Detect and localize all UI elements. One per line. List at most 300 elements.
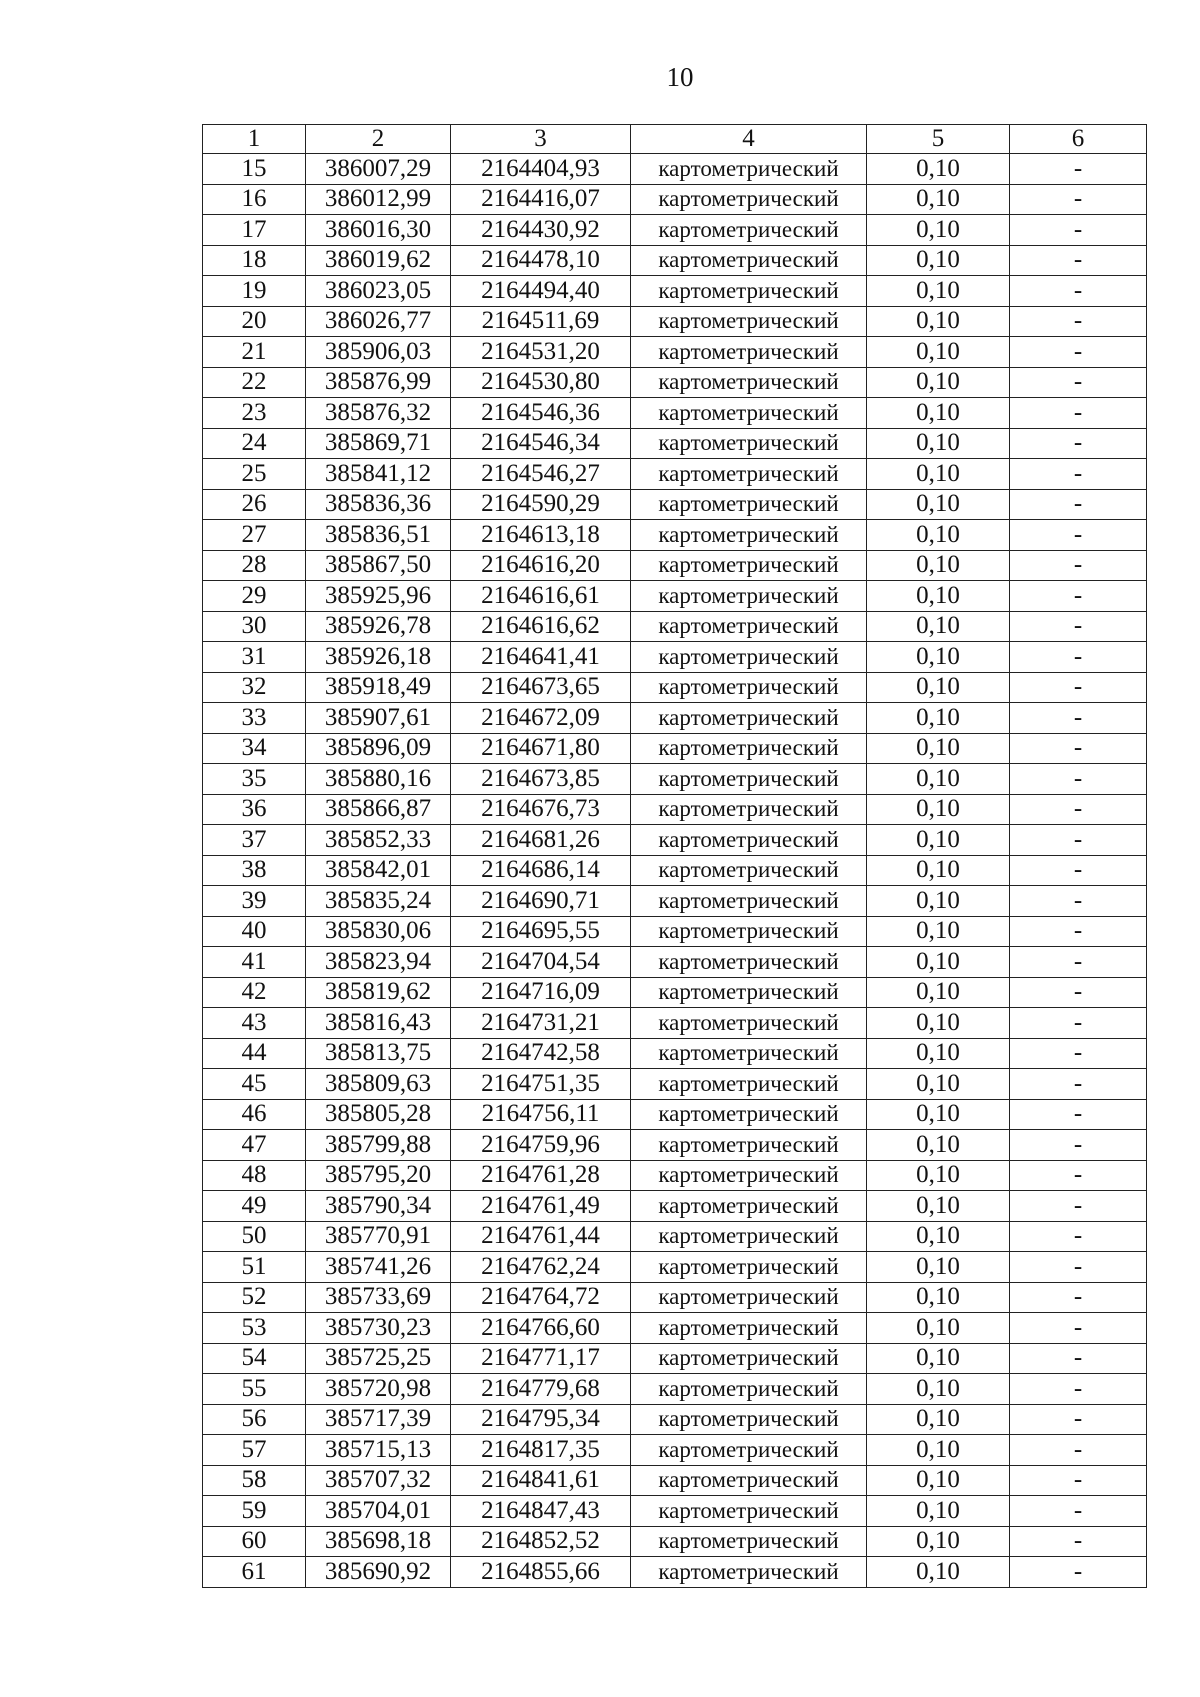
point-number-cell: 26	[203, 489, 306, 520]
method-cell: картометрический	[631, 550, 867, 581]
x-coordinate-cell: 385835,24	[306, 886, 451, 917]
method-cell: картометрический	[631, 977, 867, 1008]
description-cell: -	[1010, 550, 1147, 581]
point-number-cell: 15	[203, 154, 306, 185]
description-cell: -	[1010, 184, 1147, 215]
method-cell: картометрический	[631, 154, 867, 185]
y-coordinate-cell: 2164672,09	[451, 703, 631, 734]
description-cell: -	[1010, 337, 1147, 368]
y-coordinate-cell: 2164430,92	[451, 215, 631, 246]
point-number-cell: 61	[203, 1557, 306, 1588]
description-cell: -	[1010, 1221, 1147, 1252]
table-row	[203, 398, 1147, 429]
table-row	[203, 1557, 1147, 1588]
point-number-cell: 58	[203, 1465, 306, 1496]
table-row	[203, 1160, 1147, 1191]
method-cell: картометрический	[631, 215, 867, 246]
accuracy-cell: 0,10	[867, 1343, 1010, 1374]
x-coordinate-cell: 385842,01	[306, 855, 451, 886]
point-number-cell: 43	[203, 1008, 306, 1039]
point-number-cell: 45	[203, 1069, 306, 1100]
description-cell: -	[1010, 1069, 1147, 1100]
description-cell: -	[1010, 611, 1147, 642]
point-number-cell: 50	[203, 1221, 306, 1252]
point-number-cell: 17	[203, 215, 306, 246]
x-coordinate-cell: 385805,28	[306, 1099, 451, 1130]
y-coordinate-cell: 2164761,28	[451, 1160, 631, 1191]
y-coordinate-cell: 2164795,34	[451, 1404, 631, 1435]
accuracy-cell: 0,10	[867, 1435, 1010, 1466]
method-cell: картометрический	[631, 1069, 867, 1100]
y-coordinate-cell: 2164731,21	[451, 1008, 631, 1039]
y-coordinate-cell: 2164673,85	[451, 764, 631, 795]
x-coordinate-cell: 385926,18	[306, 642, 451, 673]
description-cell: -	[1010, 276, 1147, 307]
x-coordinate-cell: 385866,87	[306, 794, 451, 825]
y-coordinate-cell: 2164671,80	[451, 733, 631, 764]
description-cell: -	[1010, 428, 1147, 459]
y-coordinate-cell: 2164404,93	[451, 154, 631, 185]
x-coordinate-cell: 385770,91	[306, 1221, 451, 1252]
header-cell-3: 3	[451, 125, 631, 154]
description-cell: -	[1010, 886, 1147, 917]
header-cell-1: 1	[203, 125, 306, 154]
point-number-cell: 33	[203, 703, 306, 734]
y-coordinate-cell: 2164686,14	[451, 855, 631, 886]
point-number-cell: 39	[203, 886, 306, 917]
table-row	[203, 1038, 1147, 1069]
point-number-cell: 21	[203, 337, 306, 368]
description-cell: -	[1010, 154, 1147, 185]
accuracy-cell: 0,10	[867, 1221, 1010, 1252]
point-number-cell: 54	[203, 1343, 306, 1374]
table-row	[203, 337, 1147, 368]
y-coordinate-cell: 2164546,34	[451, 428, 631, 459]
description-cell: -	[1010, 794, 1147, 825]
method-cell: картометрический	[631, 1343, 867, 1374]
header-cell-4: 4	[631, 125, 867, 154]
header-cell-5: 5	[867, 125, 1010, 154]
y-coordinate-cell: 2164695,55	[451, 916, 631, 947]
description-cell: -	[1010, 855, 1147, 886]
accuracy-cell: 0,10	[867, 794, 1010, 825]
method-cell: картометрический	[631, 672, 867, 703]
x-coordinate-cell: 385813,75	[306, 1038, 451, 1069]
y-coordinate-cell: 2164681,26	[451, 825, 631, 856]
accuracy-cell: 0,10	[867, 154, 1010, 185]
table-row	[203, 794, 1147, 825]
point-number-cell: 42	[203, 977, 306, 1008]
description-cell: -	[1010, 733, 1147, 764]
y-coordinate-cell: 2164530,80	[451, 367, 631, 398]
y-coordinate-cell: 2164764,72	[451, 1282, 631, 1313]
method-cell: картометрический	[631, 733, 867, 764]
point-number-cell: 51	[203, 1252, 306, 1283]
table-row	[203, 1465, 1147, 1496]
table-row	[203, 1435, 1147, 1466]
point-number-cell: 53	[203, 1313, 306, 1344]
method-cell: картометрический	[631, 1130, 867, 1161]
point-number-cell: 22	[203, 367, 306, 398]
accuracy-cell: 0,10	[867, 1252, 1010, 1283]
point-number-cell: 28	[203, 550, 306, 581]
table-row	[203, 581, 1147, 612]
y-coordinate-cell: 2164690,71	[451, 886, 631, 917]
table-row	[203, 611, 1147, 642]
accuracy-cell: 0,10	[867, 581, 1010, 612]
x-coordinate-cell: 386012,99	[306, 184, 451, 215]
x-coordinate-cell: 385707,32	[306, 1465, 451, 1496]
accuracy-cell: 0,10	[867, 977, 1010, 1008]
y-coordinate-cell: 2164616,61	[451, 581, 631, 612]
point-number-cell: 23	[203, 398, 306, 429]
method-cell: картометрический	[631, 1374, 867, 1405]
table-row	[203, 154, 1147, 185]
description-cell: -	[1010, 703, 1147, 734]
table-row	[203, 245, 1147, 276]
table-row	[203, 1374, 1147, 1405]
accuracy-cell: 0,10	[867, 672, 1010, 703]
x-coordinate-cell: 385690,92	[306, 1557, 451, 1588]
x-coordinate-cell: 386023,05	[306, 276, 451, 307]
description-cell: -	[1010, 1099, 1147, 1130]
method-cell: картометрический	[631, 886, 867, 917]
point-number-cell: 55	[203, 1374, 306, 1405]
table-row	[203, 520, 1147, 551]
accuracy-cell: 0,10	[867, 520, 1010, 551]
accuracy-cell: 0,10	[867, 276, 1010, 307]
accuracy-cell: 0,10	[867, 764, 1010, 795]
accuracy-cell: 0,10	[867, 550, 1010, 581]
x-coordinate-cell: 385823,94	[306, 947, 451, 978]
accuracy-cell: 0,10	[867, 855, 1010, 886]
method-cell: картометрический	[631, 1252, 867, 1283]
point-number-cell: 24	[203, 428, 306, 459]
point-number-cell: 48	[203, 1160, 306, 1191]
point-number-cell: 34	[203, 733, 306, 764]
x-coordinate-cell: 385918,49	[306, 672, 451, 703]
description-cell: -	[1010, 1526, 1147, 1557]
y-coordinate-cell: 2164771,17	[451, 1343, 631, 1374]
accuracy-cell: 0,10	[867, 1465, 1010, 1496]
description-cell: -	[1010, 459, 1147, 490]
table-row	[203, 1526, 1147, 1557]
y-coordinate-cell: 2164742,58	[451, 1038, 631, 1069]
table-row	[203, 1313, 1147, 1344]
point-number-cell: 52	[203, 1282, 306, 1313]
method-cell: картометрический	[631, 611, 867, 642]
x-coordinate-cell: 385876,32	[306, 398, 451, 429]
description-cell: -	[1010, 367, 1147, 398]
method-cell: картометрический	[631, 703, 867, 734]
x-coordinate-cell: 385698,18	[306, 1526, 451, 1557]
accuracy-cell: 0,10	[867, 642, 1010, 673]
x-coordinate-cell: 385926,78	[306, 611, 451, 642]
accuracy-cell: 0,10	[867, 703, 1010, 734]
point-number-cell: 59	[203, 1496, 306, 1527]
x-coordinate-cell: 385704,01	[306, 1496, 451, 1527]
accuracy-cell: 0,10	[867, 1069, 1010, 1100]
point-number-cell: 20	[203, 306, 306, 337]
description-cell: -	[1010, 1343, 1147, 1374]
accuracy-cell: 0,10	[867, 367, 1010, 398]
accuracy-cell: 0,10	[867, 1130, 1010, 1161]
table-body	[203, 154, 1147, 1588]
table-row	[203, 489, 1147, 520]
y-coordinate-cell: 2164751,35	[451, 1069, 631, 1100]
table-row	[203, 886, 1147, 917]
description-cell: -	[1010, 764, 1147, 795]
x-coordinate-cell: 385725,25	[306, 1343, 451, 1374]
table-row	[203, 276, 1147, 307]
x-coordinate-cell: 385790,34	[306, 1191, 451, 1222]
point-number-cell: 57	[203, 1435, 306, 1466]
table-row	[203, 306, 1147, 337]
table-row	[203, 916, 1147, 947]
method-cell: картометрический	[631, 459, 867, 490]
table-row	[203, 733, 1147, 764]
method-cell: картометрический	[631, 1526, 867, 1557]
x-coordinate-cell: 385809,63	[306, 1069, 451, 1100]
description-cell: -	[1010, 1191, 1147, 1222]
accuracy-cell: 0,10	[867, 428, 1010, 459]
method-cell: картометрический	[631, 581, 867, 612]
description-cell: -	[1010, 825, 1147, 856]
point-number-cell: 36	[203, 794, 306, 825]
method-cell: картометрический	[631, 1038, 867, 1069]
point-number-cell: 32	[203, 672, 306, 703]
method-cell: картометрический	[631, 1404, 867, 1435]
accuracy-cell: 0,10	[867, 398, 1010, 429]
point-number-cell: 46	[203, 1099, 306, 1130]
description-cell: -	[1010, 489, 1147, 520]
y-coordinate-cell: 2164511,69	[451, 306, 631, 337]
point-number-cell: 60	[203, 1526, 306, 1557]
y-coordinate-cell: 2164759,96	[451, 1130, 631, 1161]
description-cell: -	[1010, 398, 1147, 429]
accuracy-cell: 0,10	[867, 1008, 1010, 1039]
point-number-cell: 18	[203, 245, 306, 276]
x-coordinate-cell: 385876,99	[306, 367, 451, 398]
y-coordinate-cell: 2164641,41	[451, 642, 631, 673]
table-row	[203, 947, 1147, 978]
table-row	[203, 1252, 1147, 1283]
description-cell: -	[1010, 306, 1147, 337]
y-coordinate-cell: 2164676,73	[451, 794, 631, 825]
accuracy-cell: 0,10	[867, 1404, 1010, 1435]
x-coordinate-cell: 385852,33	[306, 825, 451, 856]
y-coordinate-cell: 2164766,60	[451, 1313, 631, 1344]
method-cell: картометрический	[631, 825, 867, 856]
x-coordinate-cell: 385819,62	[306, 977, 451, 1008]
table-row	[203, 550, 1147, 581]
description-cell: -	[1010, 215, 1147, 246]
method-cell: картометрический	[631, 916, 867, 947]
page-number: 10	[666, 62, 694, 92]
y-coordinate-cell: 2164494,40	[451, 276, 631, 307]
x-coordinate-cell: 386019,62	[306, 245, 451, 276]
header-cell-2: 2	[306, 125, 451, 154]
point-number-cell: 27	[203, 520, 306, 551]
method-cell: картометрический	[631, 1099, 867, 1130]
header-cell-6: 6	[1010, 125, 1147, 154]
accuracy-cell: 0,10	[867, 489, 1010, 520]
x-coordinate-cell: 385717,39	[306, 1404, 451, 1435]
x-coordinate-cell: 385925,96	[306, 581, 451, 612]
point-number-cell: 40	[203, 916, 306, 947]
method-cell: картометрический	[631, 947, 867, 978]
point-number-cell: 30	[203, 611, 306, 642]
y-coordinate-cell: 2164762,24	[451, 1252, 631, 1283]
point-number-cell: 38	[203, 855, 306, 886]
description-cell: -	[1010, 1404, 1147, 1435]
method-cell: картометрический	[631, 764, 867, 795]
method-cell: картометрический	[631, 337, 867, 368]
accuracy-cell: 0,10	[867, 1099, 1010, 1130]
description-cell: -	[1010, 947, 1147, 978]
x-coordinate-cell: 385799,88	[306, 1130, 451, 1161]
x-coordinate-cell: 386026,77	[306, 306, 451, 337]
method-cell: картометрический	[631, 642, 867, 673]
x-coordinate-cell: 385841,12	[306, 459, 451, 490]
y-coordinate-cell: 2164590,29	[451, 489, 631, 520]
table-row	[203, 428, 1147, 459]
description-cell: -	[1010, 1465, 1147, 1496]
method-cell: картометрический	[631, 398, 867, 429]
method-cell: картометрический	[631, 1282, 867, 1313]
x-coordinate-cell: 385816,43	[306, 1008, 451, 1039]
description-cell: -	[1010, 672, 1147, 703]
accuracy-cell: 0,10	[867, 1160, 1010, 1191]
table-row	[203, 825, 1147, 856]
table-row	[203, 459, 1147, 490]
table-row	[203, 1099, 1147, 1130]
y-coordinate-cell: 2164613,18	[451, 520, 631, 551]
accuracy-cell: 0,10	[867, 611, 1010, 642]
point-number-cell: 35	[203, 764, 306, 795]
accuracy-cell: 0,10	[867, 215, 1010, 246]
table-header	[203, 125, 1147, 154]
method-cell: картометрический	[631, 367, 867, 398]
y-coordinate-cell: 2164779,68	[451, 1374, 631, 1405]
y-coordinate-cell: 2164546,27	[451, 459, 631, 490]
description-cell: -	[1010, 1313, 1147, 1344]
table-row	[203, 1404, 1147, 1435]
y-coordinate-cell: 2164546,36	[451, 398, 631, 429]
table-row	[203, 1069, 1147, 1100]
x-coordinate-cell: 385830,06	[306, 916, 451, 947]
y-coordinate-cell: 2164841,61	[451, 1465, 631, 1496]
table-row	[203, 703, 1147, 734]
accuracy-cell: 0,10	[867, 1496, 1010, 1527]
table-row	[203, 1343, 1147, 1374]
x-coordinate-cell: 385836,36	[306, 489, 451, 520]
y-coordinate-cell: 2164616,62	[451, 611, 631, 642]
table-row	[203, 1496, 1147, 1527]
point-number-cell: 56	[203, 1404, 306, 1435]
method-cell: картометрический	[631, 489, 867, 520]
accuracy-cell: 0,10	[867, 245, 1010, 276]
point-number-cell: 25	[203, 459, 306, 490]
y-coordinate-cell: 2164756,11	[451, 1099, 631, 1130]
accuracy-cell: 0,10	[867, 1038, 1010, 1069]
description-cell: -	[1010, 1130, 1147, 1161]
point-number-cell: 19	[203, 276, 306, 307]
accuracy-cell: 0,10	[867, 1557, 1010, 1588]
point-number-cell: 47	[203, 1130, 306, 1161]
y-coordinate-cell: 2164673,65	[451, 672, 631, 703]
y-coordinate-cell: 2164531,20	[451, 337, 631, 368]
y-coordinate-cell: 2164716,09	[451, 977, 631, 1008]
accuracy-cell: 0,10	[867, 947, 1010, 978]
description-cell: -	[1010, 1557, 1147, 1588]
point-number-cell: 44	[203, 1038, 306, 1069]
method-cell: картометрический	[631, 1557, 867, 1588]
point-number-cell: 29	[203, 581, 306, 612]
x-coordinate-cell: 385720,98	[306, 1374, 451, 1405]
description-cell: -	[1010, 581, 1147, 612]
method-cell: картометрический	[631, 1313, 867, 1344]
x-coordinate-cell: 386016,30	[306, 215, 451, 246]
method-cell: картометрический	[631, 1465, 867, 1496]
table-row	[203, 184, 1147, 215]
description-cell: -	[1010, 1496, 1147, 1527]
table-row	[203, 672, 1147, 703]
y-coordinate-cell: 2164416,07	[451, 184, 631, 215]
description-cell: -	[1010, 245, 1147, 276]
x-coordinate-cell: 385896,09	[306, 733, 451, 764]
table-row	[203, 367, 1147, 398]
method-cell: картометрический	[631, 1221, 867, 1252]
x-coordinate-cell: 385907,61	[306, 703, 451, 734]
table-row	[203, 977, 1147, 1008]
description-cell: -	[1010, 520, 1147, 551]
method-cell: картометрический	[631, 1160, 867, 1191]
point-number-cell: 31	[203, 642, 306, 673]
accuracy-cell: 0,10	[867, 1282, 1010, 1313]
header-row	[203, 125, 1147, 154]
y-coordinate-cell: 2164478,10	[451, 245, 631, 276]
point-number-cell: 49	[203, 1191, 306, 1222]
accuracy-cell: 0,10	[867, 337, 1010, 368]
accuracy-cell: 0,10	[867, 916, 1010, 947]
description-cell: -	[1010, 1008, 1147, 1039]
x-coordinate-cell: 385733,69	[306, 1282, 451, 1313]
table-row	[203, 1191, 1147, 1222]
description-cell: -	[1010, 1435, 1147, 1466]
x-coordinate-cell: 386007,29	[306, 154, 451, 185]
method-cell: картометрический	[631, 520, 867, 551]
x-coordinate-cell: 385906,03	[306, 337, 451, 368]
x-coordinate-cell: 385795,20	[306, 1160, 451, 1191]
description-cell: -	[1010, 1160, 1147, 1191]
y-coordinate-cell: 2164616,20	[451, 550, 631, 581]
method-cell: картометрический	[631, 1496, 867, 1527]
table-row	[203, 1221, 1147, 1252]
y-coordinate-cell: 2164847,43	[451, 1496, 631, 1527]
table-row	[203, 215, 1147, 246]
method-cell: картометрический	[631, 1435, 867, 1466]
table-row	[203, 1008, 1147, 1039]
method-cell: картометрический	[631, 1191, 867, 1222]
accuracy-cell: 0,10	[867, 1191, 1010, 1222]
accuracy-cell: 0,10	[867, 733, 1010, 764]
description-cell: -	[1010, 1374, 1147, 1405]
table-row	[203, 855, 1147, 886]
description-cell: -	[1010, 1282, 1147, 1313]
method-cell: картометрический	[631, 184, 867, 215]
method-cell: картометрический	[631, 428, 867, 459]
